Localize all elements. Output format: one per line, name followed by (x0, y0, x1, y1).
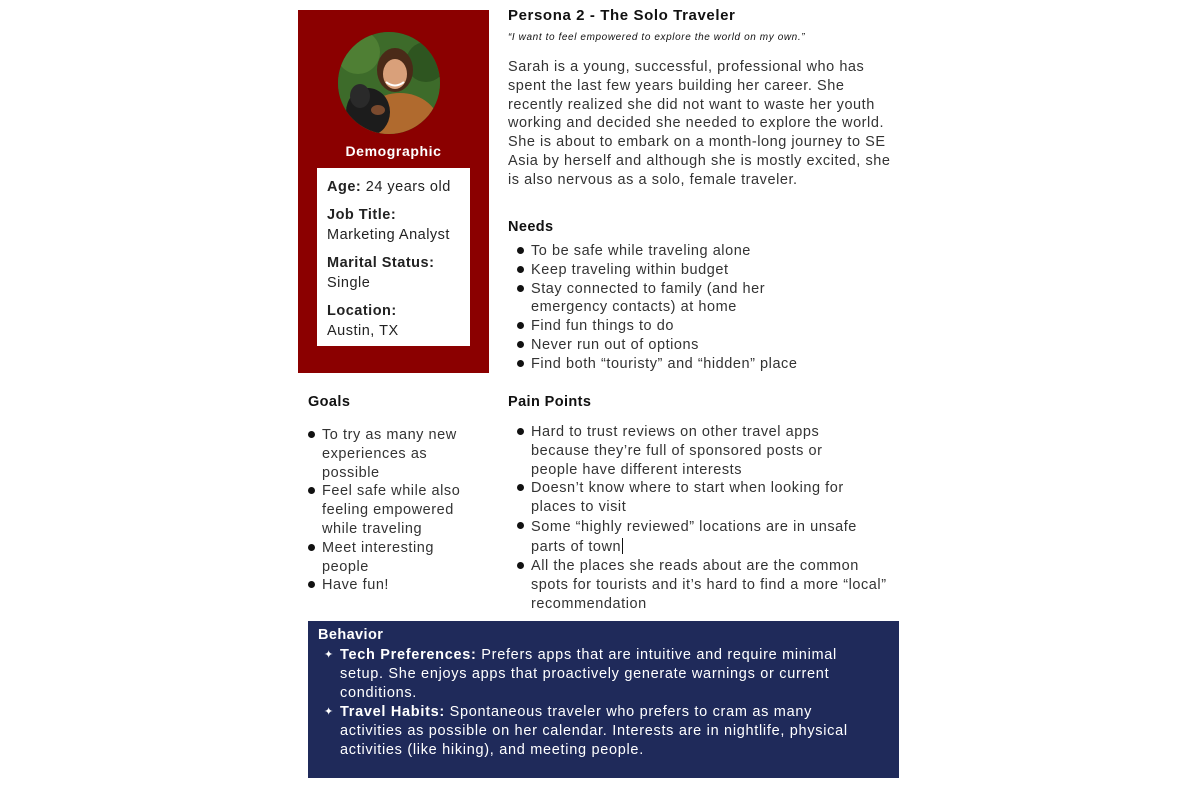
location-value: Austin, TX (327, 323, 399, 339)
bullet-dot-icon (517, 322, 524, 329)
behavior-heading: Behavior (318, 627, 384, 643)
list-item: Find fun things to do (508, 317, 893, 336)
list-item: To be safe while traveling alone (508, 242, 893, 261)
list-item: Keep traveling within budget (508, 261, 893, 280)
text-cursor (622, 538, 623, 554)
list-item: Some “highly reviewed” locations are in unsafe parts of town (508, 517, 893, 557)
marital-status-value: Single (327, 275, 371, 291)
age-block (327, 177, 470, 197)
pain-points-list (508, 423, 893, 613)
bullet-dot-icon (517, 428, 524, 435)
bullet-dot-icon (517, 360, 524, 367)
bullet-dot-icon (308, 544, 315, 551)
bullet-dot-icon (517, 522, 524, 529)
list-item: All the places she reads about are the common spots for tourists and it’s hard to find a more “local” recommendation (508, 557, 893, 613)
sparkle-bullet-icon: ✦ (324, 649, 334, 661)
location-label: Location: (327, 303, 397, 319)
job-title-label: Job Title: (327, 207, 397, 223)
job-title-value: Marketing Analyst (327, 227, 450, 243)
location-block (327, 301, 470, 341)
list-item: Find both “touristy” and “hidden” place (508, 355, 893, 374)
needs-list (508, 242, 893, 374)
list-item: To try as many new experiences as possible (308, 426, 483, 482)
goals-list (308, 426, 483, 595)
list-item: Hard to trust reviews on other travel apps because they’re full of sponsored posts or people have different interests (508, 423, 848, 479)
goals-heading: Goals (308, 394, 351, 410)
demographic-heading: Demographic (345, 143, 442, 159)
list-item: Have fun! (308, 576, 483, 595)
list-item: Never run out of options (508, 336, 893, 355)
list-item: Meet interesting people (308, 539, 483, 577)
sparkle-bullet-icon: ✦ (324, 706, 334, 718)
behavior-list (318, 646, 889, 760)
needs-heading: Needs (508, 219, 554, 235)
demographic-card (317, 168, 470, 346)
bullet-dot-icon (308, 487, 315, 494)
persona-avatar (338, 32, 440, 134)
bullet-dot-icon (517, 341, 524, 348)
persona-bio: Sarah is a young, successful, professional who has spent the last few years building her career. She recently realized she did not want to waste her youth working and decided she needed to explore the world. She is about to embark on a month-long journey to SE Asia by herself and although she is mostly excited, she is also nervous as a solo, female traveler. (508, 59, 891, 188)
travel-habits-label: Travel Habits: (340, 704, 445, 720)
bullet-dot-icon (308, 431, 315, 438)
list-item (324, 646, 860, 703)
tech-preferences-label: Tech Preferences: (340, 647, 477, 663)
bullet-dot-icon (517, 484, 524, 491)
pain-points-heading: Pain Points (508, 394, 592, 410)
list-item: Stay connected to family (and her emergency contacts) at home (508, 280, 808, 318)
marital-block (327, 253, 470, 293)
age-value: 24 years old (361, 179, 451, 195)
bullet-dot-icon (517, 247, 524, 254)
list-item: Feel safe while also feeling empowered while traveling (308, 482, 483, 538)
persona-photo-icon (338, 32, 440, 134)
list-item: Doesn’t know where to start when looking for places to visit (508, 479, 883, 517)
job-block (327, 205, 470, 245)
persona-quote: “I want to feel empowered to explore the world on my own.” (508, 32, 806, 43)
bullet-dot-icon (517, 285, 524, 292)
travel-habits-text: Spontaneous traveler who prefers to cram as many activities as possible on her calendar. Interests are in nightlife, physical activities (like hiking), and meeting people. (340, 704, 848, 758)
behavior-box (308, 621, 899, 778)
bullet-dot-icon (517, 562, 524, 569)
list-item (324, 703, 860, 760)
marital-status-label: Marital Status: (327, 255, 435, 271)
age-label: Age: (327, 179, 362, 195)
bullet-dot-icon (308, 581, 315, 588)
persona-title: Persona 2 - The Solo Traveler (508, 7, 736, 24)
tech-preferences-text: Prefers apps that are intuitive and require minimal setup. She enjoys apps that proactively generate warnings or current conditions. (340, 647, 837, 701)
bullet-dot-icon (517, 266, 524, 273)
demographic-panel (298, 10, 489, 373)
